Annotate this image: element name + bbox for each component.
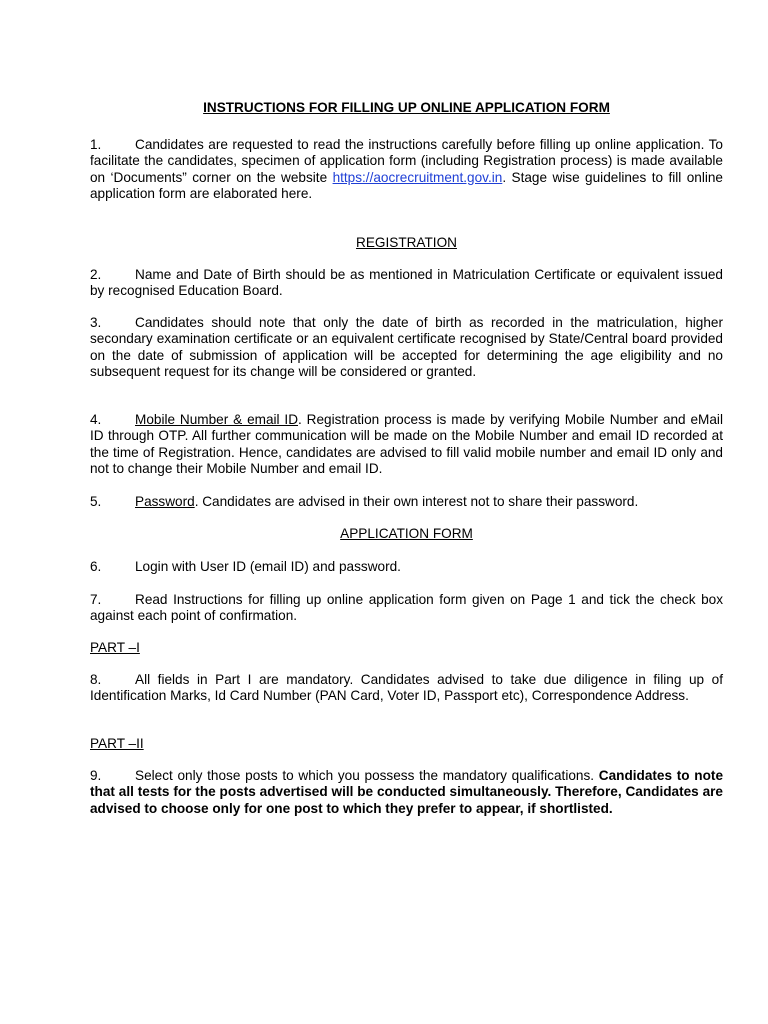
paragraph-number: 1. [90, 137, 102, 152]
paragraph-number: 5. [90, 494, 102, 509]
paragraph-9 [90, 768, 723, 817]
website-link[interactable]: https://aocrecruitment.gov.in [332, 169, 503, 185]
paragraph-text-cont: . Stage wise guidelines to fill online application form are elaborated here. [90, 169, 723, 201]
paragraph-number: 8. [90, 672, 102, 687]
paragraph-text: . Candidates are advised in their own interest not to share their password. [194, 494, 639, 509]
paragraph-number: 3. [90, 315, 102, 330]
paragraph-text: Login with User ID (email ID) and password. [135, 559, 401, 574]
paragraph-bold-text: Candidates to note that all tests for the posts advertised will be conducted simultaneously. Therefore, Candidates are advised to choose only for one post to which they prefer to appear, if shortlisted. [90, 768, 724, 816]
paragraph-text: All fields in Part I are mandatory. Candidates advised to take due diligence in filing up of Identification Marks, Id Card Number (PAN Card, Voter ID, Passport etc), Correspondence Address. [90, 672, 723, 704]
paragraph-text: Select only those posts to which you possess the mandatory qualifications. [135, 768, 599, 783]
heading-application-form: APPLICATION FORM [340, 526, 473, 541]
paragraph-number: 2. [90, 267, 102, 282]
paragraph-text: Candidates are requested to read the instructions carefully before filling up online application. To facilitate the candidates, specimen of application form (including Registration process) is made available on ‘Documents” corner on the website [90, 137, 723, 185]
heading-part-2: PART –II [90, 736, 144, 751]
paragraph-8 [90, 672, 723, 705]
paragraph-text: Name and Date of Birth should be as mentioned in Matriculation Certificate or equivalent issued by recognised Education Board. [90, 267, 723, 299]
paragraph-3 [90, 315, 723, 380]
paragraph-4 [90, 412, 723, 477]
paragraph-text: Candidates should note that only the date of birth as recorded in the matriculation, higher secondary examination certificate or an equivalent certificate recognised by State/Central board provided on the date of submission of application will be accepted for determining the age eligibility and no subsequent request for its change will be considered or granted. [90, 315, 723, 379]
heading-registration: REGISTRATION [356, 235, 457, 250]
paragraph-number: 9. [90, 768, 102, 783]
paragraph-7 [90, 592, 723, 625]
paragraph-6 [90, 559, 723, 575]
paragraph-text: . Registration process is made by verifying Mobile Number and eMail ID through OTP. All further communication will be made on the Mobile Number and email ID recorded at the time of Registration. Hence, candidates are advised to fill valid mobile number and email ID only and not to change their Mobile Number and email ID. [90, 412, 723, 476]
paragraph-number: 6. [90, 559, 102, 574]
paragraph-1 [90, 137, 723, 202]
document-title: INSTRUCTIONS FOR FILLING UP ONLINE APPLICATION FORM [203, 100, 610, 115]
paragraph-2 [90, 267, 723, 300]
paragraph-label: Mobile Number & email ID [135, 412, 299, 427]
paragraph-number: 4. [90, 412, 102, 427]
paragraph-5 [90, 494, 723, 510]
heading-part-1: PART –I [90, 640, 140, 655]
paragraph-label: Password [135, 494, 195, 509]
paragraph-text: Read Instructions for filling up online application form given on Page 1 and tick the check box against each point of confirmation. [90, 592, 723, 624]
paragraph-number: 7. [90, 592, 102, 607]
